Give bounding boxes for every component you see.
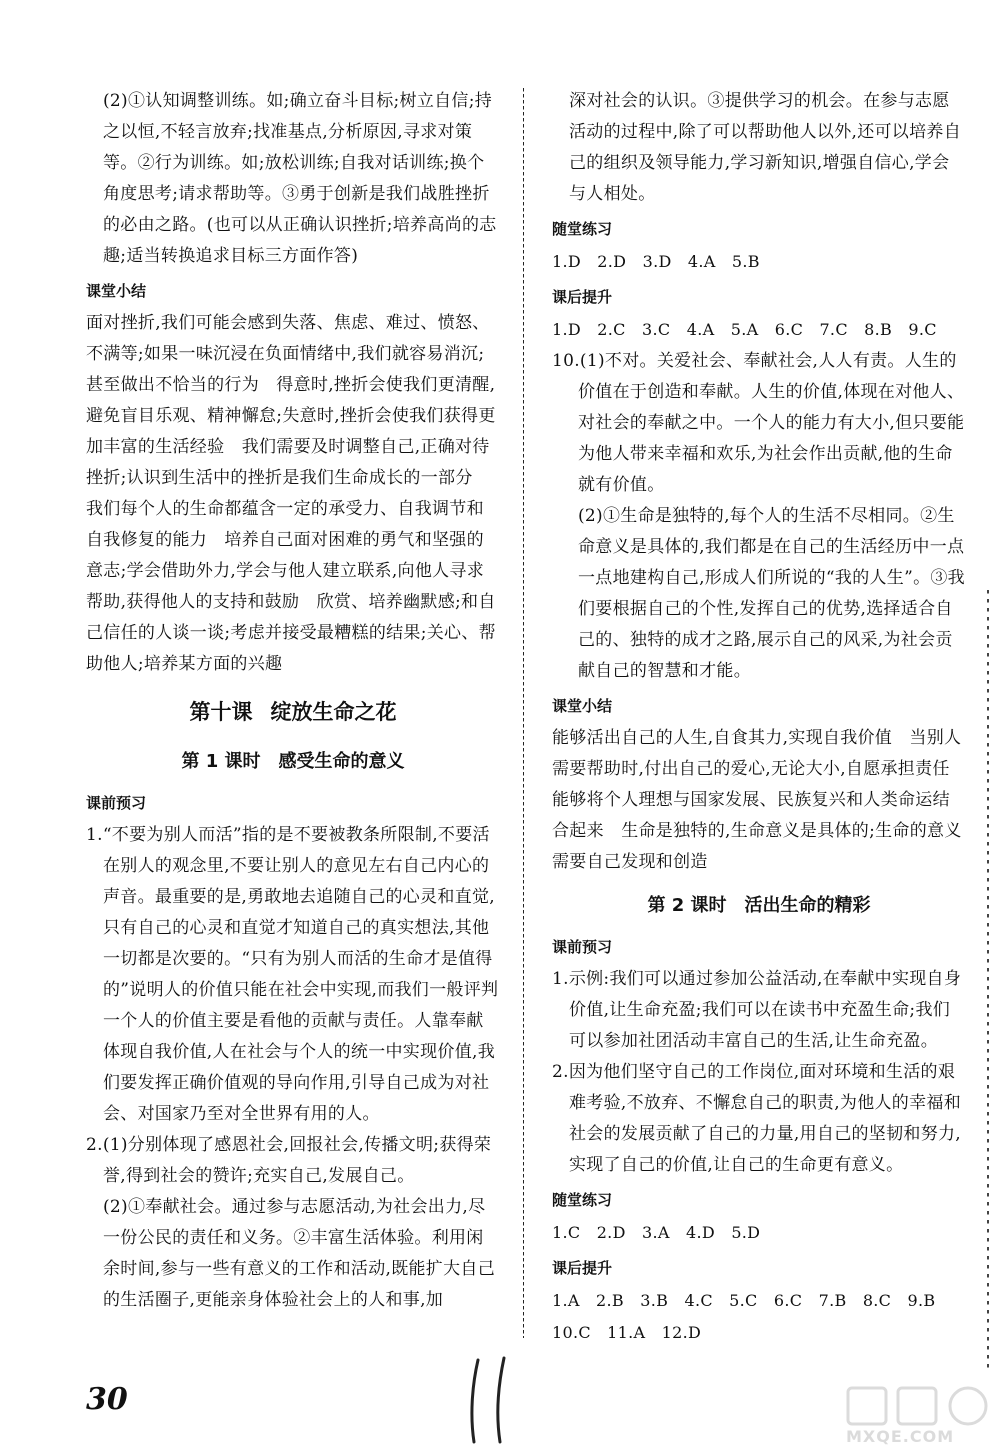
practice-answers: 1.D 2.D 3.D 4.A 5.B: [552, 252, 760, 271]
summary-text: 面对挫折,我们可能会感到失落、焦虑、难过、愤怒、不满等;如果一味沉浸在负面情绪中,我们就容易消沉;甚至做出不恰当的行为 得意时,挫折会使我们更清醒,避免盲目乐观、精神懈怠;失意时,挫折会使我们获得更加丰富的生活经验 我们需要及时调整自己,正确对待挫折;认识到生活中的挫折是我们生命成长的一部分 我们每个人的生命都蕴含一定的承受力、自我调节和自我修复的能力 培养自己面对困难的勇气和坚强的意志;学会借助外力,学会与他人建立联系,向他人寻求帮助,获得他人的支持和鼓励 欣赏、培养幽默感;和自己信任的人谈一谈;考虑并接受最糟糕的结果;关心、帮助他人;培养某方面的兴趣: [86, 313, 496, 674]
page-number: 30: [86, 1382, 128, 1417]
handwritten-mark: [462, 1356, 522, 1446]
question-1: 1.“不要为别人而活”指的是不要被教条所限制,不要活在别人的观念里,不要让别人的意见左右自己内心的声音。最重要的是,勇敢地去追随自己的心灵和直觉,只有自己的心灵和直觉才知道自己的真实想法,其他一切都是次要的。“只有为别人而活的生命才是值得的”说明人的价值只能在社会中实现,而我们一般评判一个人的价值主要是看他的贡献与责任。人靠奉献体现自我价值,人在社会与个人的统一中实现价值,我们要发挥正确价值观的导向作用,引导自己成为对社会、对国家乃至对全世界有用的人。: [86, 825, 499, 1124]
summary-text: 能够活出自己的人生,自食其力,实现自我价值 当别人需要帮助时,付出自己的爱心,无论大小,自愿承担责任 能够将个人理想与国家发展、民族复兴和人类命运结合起来 生命是独特的,生命意义是具体的;生命的意义需要自己发现和创造: [552, 728, 968, 872]
continued-paragraph: 深对社会的认识。③提供学习的机会。在参与志愿活动的过程中,除了可以帮助他人以外,还可以培养自己的组织及领导能力,学习新知识,增强自信心,学会与人相处。: [569, 91, 962, 204]
section-heading-after-class: 课后提升: [552, 1259, 613, 1277]
left-column: [86, 86, 500, 1316]
watermark-text: MXQE.COM: [846, 1427, 955, 1446]
period-title: 第 2 课时 活出生命的精彩: [647, 895, 871, 916]
question-10-part-1: 10.(1)不对。关爱社会、奉献社会,人人有责。人生的价值在于创造和奉献。人生的价值,体现在对他人、对社会的奉献之中。一个人的能力有大小,但只要能为他人带来幸福和欢乐,为社会作出贡献,他的生命就有价值。: [552, 351, 965, 495]
watermark-logo: [846, 1384, 996, 1446]
preview-answer-1: 1.示例:我们可以通过参加公益活动,在奉献中实现自身价值,让生命充盈;我们可以在读书中充盈生命;我们可以参加社团活动丰富自己的生活,让生命充盈。: [552, 969, 962, 1051]
section-heading-preview: 课前预习: [552, 938, 613, 956]
section-heading-practice: 随堂练习: [552, 1191, 613, 1209]
question-2-part-1: 2.(1)分别体现了感恩社会,回报社会,传播文明;获得荣誉,得到社会的赞许;充实自己,发展自己。: [86, 1135, 492, 1186]
question-2-part-2: (2)①奉献社会。通过参与志愿活动,为社会出力,尽一份公民的责任和义务。②丰富生活体验。利用闲余时间,参与一些有意义的工作和活动,既能扩大自己的生活圈子,更能亲身体验社会上的人和事,加: [103, 1197, 496, 1310]
right-column: [552, 86, 966, 1349]
after-class-answers: 1.D 2.C 3.C 4.A 5.A 6.C 7.C 8.B 9.C: [552, 320, 937, 339]
lesson-title: 第十课 绽放生命之花: [189, 700, 397, 724]
section-heading-summary: 课堂小结: [552, 697, 613, 715]
section-heading-after-class: 课后提升: [552, 288, 613, 306]
page-edge-marks: [987, 590, 997, 1370]
preview-answer-2: 2.因为他们坚守自己的工作岗位,面对环境和生活的艰难考验,不放弃、不懈怠自己的职责,为他人的幸福和社会的发展贡献了自己的力量,用自己的坚韧和努力,实现了自己的价值,让自己的生命更有意义。: [552, 1062, 962, 1175]
question-10-part-2: (2)①生命是独特的,每个人的生活不尽相同。②生命意义是具体的,我们都是在自己的生活经历中一点一点地建构自己,形成人们所说的“我的人生”。③我们要根据自己的个性,发挥自己的优势,选择适合自己的、独特的成才之路,展示自己的风采,为社会贡献自己的智慧和才能。: [578, 506, 965, 681]
answer-paragraph: (2)①认知调整训练。如;确立奋斗目标;树立自信;持之以恒,不轻言放弃;找准基点,分析原因,寻求对策等。②行为训练。如;放松训练;自我对话训练;换个角度思考;请求帮助等。③勇于创新是我们战胜挫折的必由之路。(也可以从正确认识挫折;培养高尚的志趣;适当转换追求目标三方面作答): [103, 91, 497, 266]
period-title: 第 1 课时 感受生命的意义: [181, 751, 405, 772]
after-class-answers: 10.C 11.A 12.D: [552, 1323, 702, 1342]
column-divider: [523, 88, 524, 1338]
section-heading-summary: 课堂小结: [86, 282, 147, 300]
section-heading-preview: 课前预习: [86, 794, 147, 812]
practice-answers: 1.C 2.D 3.A 4.D 5.D: [552, 1223, 761, 1242]
section-heading-practice: 随堂练习: [552, 220, 613, 238]
watermark-icon: [846, 1384, 996, 1428]
after-class-answers: 1.A 2.B 3.B 4.C 5.C 6.C 7.B 8.C 9.B: [552, 1291, 936, 1310]
